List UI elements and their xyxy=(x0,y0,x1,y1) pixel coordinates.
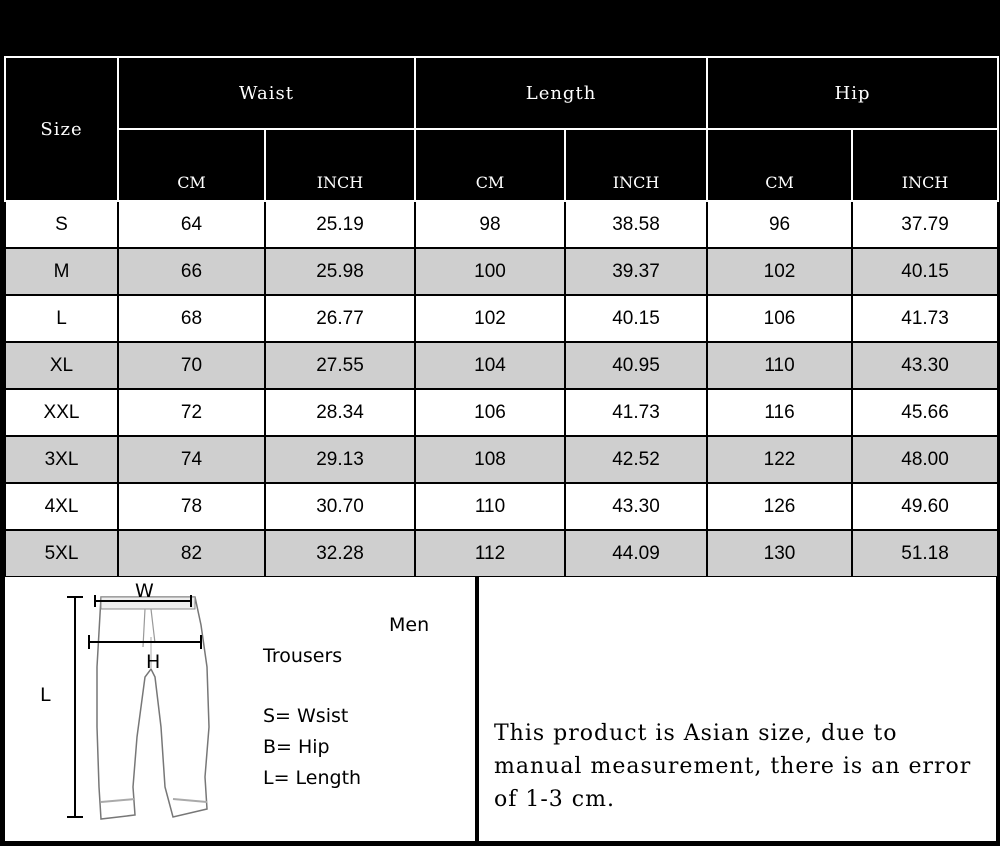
size-chart-table xyxy=(4,56,999,578)
unit-header: CM xyxy=(707,129,852,201)
measurement-cell: 32.28 xyxy=(265,530,415,577)
measurement-cell: 37.79 xyxy=(852,201,998,248)
measurement-cell: 100 xyxy=(415,248,565,295)
unit-header: INCH xyxy=(565,129,707,201)
measurement-cell: 51.18 xyxy=(852,530,998,577)
measurement-cell: 66 xyxy=(118,248,265,295)
measurement-cell: 102 xyxy=(415,295,565,342)
hip-label: H xyxy=(146,651,161,673)
unit-header: INCH xyxy=(265,129,415,201)
measurement-cell: 68 xyxy=(118,295,265,342)
measurement-cell: 40.15 xyxy=(565,295,707,342)
hip-header: Hip xyxy=(707,57,998,129)
measurement-cell: 49.60 xyxy=(852,483,998,530)
size-cell: S xyxy=(5,201,118,248)
unit-header: INCH xyxy=(852,129,998,201)
length-label: L xyxy=(40,684,51,706)
measurement-cell: 30.70 xyxy=(265,483,415,530)
sizing-note: This product is Asian size, due to manual measurement, there is an error of 1-3 cm. xyxy=(494,721,972,812)
measurement-cell: 110 xyxy=(707,342,852,389)
unit-header: CM xyxy=(415,129,565,201)
measurement-cell: 28.34 xyxy=(265,389,415,436)
waist-label: W xyxy=(135,580,154,602)
measurement-cell: 122 xyxy=(707,436,852,483)
legend-waist: S= Wsist xyxy=(263,705,349,727)
measurement-cell: 106 xyxy=(707,295,852,342)
table-row xyxy=(5,436,998,483)
measurement-cell: 106 xyxy=(415,389,565,436)
diagram-panel xyxy=(5,577,475,841)
measurement-cell: 43.30 xyxy=(565,483,707,530)
measurement-cell: 72 xyxy=(118,389,265,436)
unit-header: CM xyxy=(118,129,265,201)
measurement-cell: 29.13 xyxy=(265,436,415,483)
measurement-cell: 130 xyxy=(707,530,852,577)
table-row xyxy=(5,483,998,530)
measurement-cell: 41.73 xyxy=(565,389,707,436)
measurement-cell: 38.58 xyxy=(565,201,707,248)
measurement-cell: 96 xyxy=(707,201,852,248)
measurement-cell: 39.37 xyxy=(565,248,707,295)
size-cell: 3XL xyxy=(5,436,118,483)
table-row xyxy=(5,342,998,389)
size-cell: L xyxy=(5,295,118,342)
top-band xyxy=(0,0,1000,57)
title-trousers: Trousers xyxy=(263,645,343,667)
measurement-cell: 44.09 xyxy=(565,530,707,577)
legend-length: L= Length xyxy=(263,767,362,789)
measurement-cell: 43.30 xyxy=(852,342,998,389)
measurement-cell: 45.66 xyxy=(852,389,998,436)
measurement-cell: 48.00 xyxy=(852,436,998,483)
measurement-cell: 70 xyxy=(118,342,265,389)
measurement-cell: 82 xyxy=(118,530,265,577)
measurement-cell: 41.73 xyxy=(852,295,998,342)
table-row xyxy=(5,201,998,248)
measurement-cell: 40.15 xyxy=(852,248,998,295)
size-header: Size xyxy=(5,57,118,201)
measurement-cell: 126 xyxy=(707,483,852,530)
measurement-cell: 42.52 xyxy=(565,436,707,483)
size-rows xyxy=(5,201,998,577)
measurement-cell: 116 xyxy=(707,389,852,436)
measurement-cell: 78 xyxy=(118,483,265,530)
waist-header: Waist xyxy=(118,57,415,129)
measurement-cell: 64 xyxy=(118,201,265,248)
measurement-cell: 27.55 xyxy=(265,342,415,389)
measurement-cell: 25.98 xyxy=(265,248,415,295)
size-cell: 5XL xyxy=(5,530,118,577)
measurement-cell: 74 xyxy=(118,436,265,483)
table-row xyxy=(5,248,998,295)
measurement-cell: 104 xyxy=(415,342,565,389)
table-row xyxy=(5,389,998,436)
title-men: Men xyxy=(389,614,430,636)
note-panel xyxy=(479,577,996,841)
measurement-cell: 40.95 xyxy=(565,342,707,389)
table-row xyxy=(5,295,998,342)
size-cell: XL xyxy=(5,342,118,389)
measurement-cell: 26.77 xyxy=(265,295,415,342)
measurement-cell: 110 xyxy=(415,483,565,530)
measurement-cell: 25.19 xyxy=(265,201,415,248)
measurement-cell: 102 xyxy=(707,248,852,295)
size-cell: XXL xyxy=(5,389,118,436)
table-row xyxy=(5,530,998,577)
size-cell: M xyxy=(5,248,118,295)
measurement-cell: 108 xyxy=(415,436,565,483)
size-cell: 4XL xyxy=(5,483,118,530)
length-header: Length xyxy=(415,57,707,129)
legend-hip: B= Hip xyxy=(263,736,330,758)
measurement-cell: 98 xyxy=(415,201,565,248)
measurement-cell: 112 xyxy=(415,530,565,577)
